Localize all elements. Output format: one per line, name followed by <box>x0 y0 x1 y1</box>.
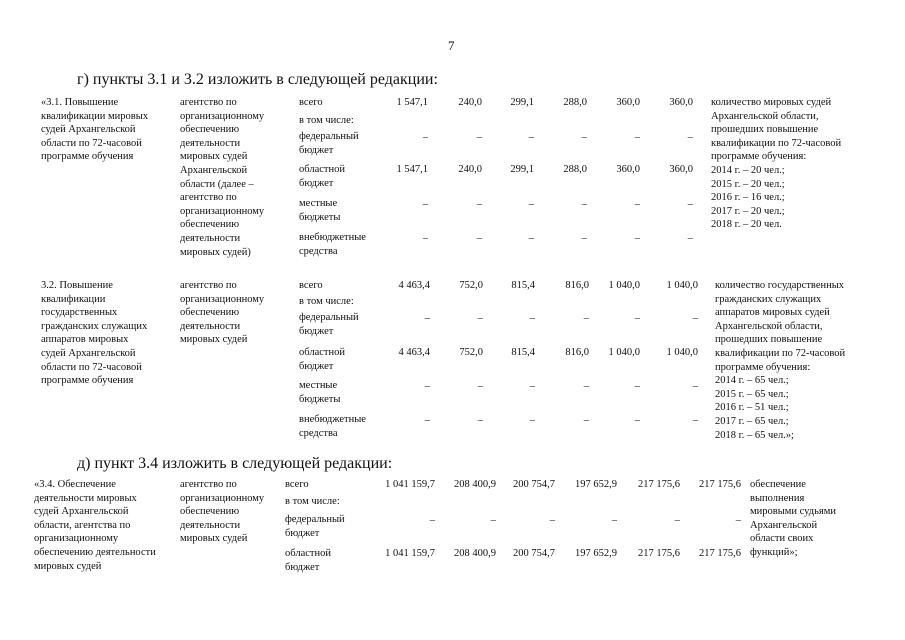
dash: – <box>583 313 589 324</box>
dash: – <box>634 415 640 426</box>
dash: – <box>634 233 640 244</box>
source-total: всего <box>299 280 323 291</box>
program-item-name: «3.4. Обеспечение деятельности мировых судей Архангельской области, агентства по организационному обеспечению деятельности мировых судей <box>34 479 156 572</box>
amount-regional: 752,0 <box>459 347 483 358</box>
dash: – <box>581 233 587 244</box>
amount-total: 1 547,1 <box>396 97 428 108</box>
amount-regional: 815,4 <box>511 347 535 358</box>
source-incl: в том числе: <box>285 496 340 507</box>
dash: – <box>634 199 640 210</box>
amount-regional: 1 041 159,7 <box>385 548 435 559</box>
dash: – <box>692 381 698 392</box>
dash: – <box>581 199 587 210</box>
amount-regional: 1 040,0 <box>608 347 640 358</box>
amount-total: 4 463,4 <box>398 280 430 291</box>
amount-regional: 360,0 <box>616 164 640 175</box>
dash: – <box>687 199 693 210</box>
amount-total: 217 175,6 <box>638 479 680 490</box>
amount-total: 299,1 <box>510 97 534 108</box>
program-item-name: «3.1. Повышение квалификации мировых судей Архангельской области по 72-часовой программе обучения <box>41 97 149 163</box>
dash: – <box>422 233 428 244</box>
amount-total: 360,0 <box>616 97 640 108</box>
source-regional: областной бюджет <box>299 164 345 189</box>
source-local: местные бюджеты <box>299 198 341 223</box>
dash: – <box>476 233 482 244</box>
amount-regional: 197 652,9 <box>575 548 617 559</box>
source-federal: федеральный бюджет <box>299 131 359 156</box>
amount-total: 208 400,9 <box>454 479 496 490</box>
dash: – <box>528 233 534 244</box>
amount-regional: 1 040,0 <box>666 347 698 358</box>
amount-regional: 217 175,6 <box>699 548 741 559</box>
dash: – <box>581 132 587 143</box>
dash: – <box>583 415 589 426</box>
result-indicator: количество государственных гражданских служащих аппаратов мировых судей Архангельской области, прошедших повышение квалификации по 72-часовой программе обучения: 2014 г. – 65 чел.; 2015 г. – 65 чел.; 2016 г. – 51 чел.; 2017 г. – 65 чел.; 2018 г. – 65 чел.»; <box>715 280 846 441</box>
amount-total: 197 652,9 <box>575 479 617 490</box>
dash: – <box>424 313 430 324</box>
executor: агентство по организационному обеспечению деятельности мировых судей <box>180 479 265 545</box>
amount-regional: 1 547,1 <box>396 164 428 175</box>
dash: – <box>490 515 496 526</box>
dash: – <box>549 515 555 526</box>
source-regional: областной бюджет <box>299 347 345 372</box>
dash: – <box>422 199 428 210</box>
section-heading-g: г) пункты 3.1 и 3.2 изложить в следующей редакции: <box>77 71 438 88</box>
dash: – <box>429 515 435 526</box>
amount-regional: 360,0 <box>669 164 693 175</box>
dash: – <box>424 415 430 426</box>
amount-total: 752,0 <box>459 280 483 291</box>
amount-regional: 200 754,7 <box>513 548 555 559</box>
dash: – <box>634 313 640 324</box>
dash: – <box>611 515 617 526</box>
source-incl: в том числе: <box>299 115 354 126</box>
amount-total: 200 754,7 <box>513 479 555 490</box>
dash: – <box>422 132 428 143</box>
dash: – <box>529 415 535 426</box>
source-incl: в том числе: <box>299 296 354 307</box>
dash: – <box>674 515 680 526</box>
source-regional: областной бюджет <box>285 548 331 573</box>
dash: – <box>687 233 693 244</box>
page-number: 7 <box>448 38 455 53</box>
amount-total: 217 175,6 <box>699 479 741 490</box>
amount-total: 816,0 <box>565 280 589 291</box>
dash: – <box>583 381 589 392</box>
amount-total: 360,0 <box>669 97 693 108</box>
dash: – <box>477 415 483 426</box>
dash: – <box>424 381 430 392</box>
dash: – <box>477 313 483 324</box>
dash: – <box>529 313 535 324</box>
amount-regional: 4 463,4 <box>398 347 430 358</box>
executor: агентство по организационному обеспечению деятельности мировых судей Архангельской области (далее – агентство по организационному обеспечению деятельности мировых судей) <box>180 97 265 258</box>
amount-total: 1 040,0 <box>608 280 640 291</box>
amount-regional: 208 400,9 <box>454 548 496 559</box>
dash: – <box>634 381 640 392</box>
dash: – <box>692 415 698 426</box>
amount-regional: 816,0 <box>565 347 589 358</box>
dash: – <box>528 132 534 143</box>
program-item-name: 3.2. Повышение квалификации государственных гражданских служащих аппаратов мировых судей Архангельской области по 72-часовой программе обучения <box>41 280 148 387</box>
source-total: всего <box>285 479 309 490</box>
dash: – <box>477 381 483 392</box>
source-offbudget: внебюджетные средства <box>299 414 366 439</box>
source-federal: федеральный бюджет <box>285 514 345 539</box>
dash: – <box>687 132 693 143</box>
dash: – <box>476 199 482 210</box>
dash: – <box>692 313 698 324</box>
executor: агентство по организационному обеспечению деятельности мировых судей <box>180 280 265 346</box>
amount-regional: 299,1 <box>510 164 534 175</box>
dash: – <box>528 199 534 210</box>
section-heading-d: д) пункт 3.4 изложить в следующей редакции: <box>77 455 393 472</box>
amount-total: 815,4 <box>511 280 535 291</box>
source-federal: федеральный бюджет <box>299 312 359 337</box>
amount-total: 1 041 159,7 <box>385 479 435 490</box>
amount-regional: 217 175,6 <box>638 548 680 559</box>
dash: – <box>476 132 482 143</box>
source-local: местные бюджеты <box>299 380 341 405</box>
amount-total: 288,0 <box>563 97 587 108</box>
dash: – <box>735 515 741 526</box>
dash: – <box>634 132 640 143</box>
amount-regional: 240,0 <box>458 164 482 175</box>
source-offbudget: внебюджетные средства <box>299 232 366 257</box>
source-total: всего <box>299 97 323 108</box>
result-indicator: количество мировых судей Архангельской области, прошедших повышение квалификации по 72-часовой программе обучения: 2014 г. – 20 чел.; 2015 г. – 20 чел.; 2016 г. – 16 чел.; 2017 г. – 20 чел.; 2018 г. – 20 чел. <box>711 97 842 231</box>
amount-total: 1 040,0 <box>666 280 698 291</box>
dash: – <box>529 381 535 392</box>
amount-regional: 288,0 <box>563 164 587 175</box>
amount-total: 240,0 <box>458 97 482 108</box>
result-indicator: обеспечение выполнения мировыми судьями Архангельской области своих функций»; <box>750 479 836 558</box>
